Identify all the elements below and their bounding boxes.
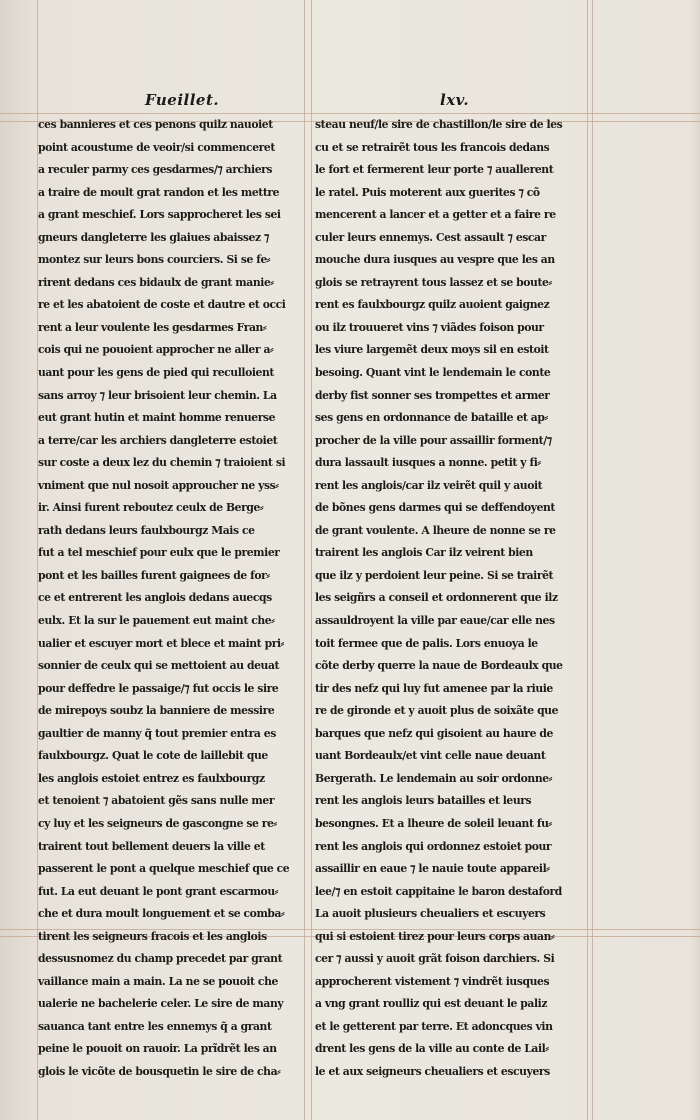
text-line: rent les anglois qui ordonnez estoiet pour xyxy=(315,838,552,853)
text-line: drent les gens de la ville au conte de Lail⸗ xyxy=(315,1041,549,1056)
text-line: le fort et fermerent leur porte ⁊ auallerent xyxy=(315,162,554,177)
text-line: et le getterent par terre. Et adoncques vin xyxy=(315,1018,553,1033)
text-line: de bõnes gens darmes qui se deffendoyent xyxy=(315,500,555,515)
text-line: rent les anglois leurs batailles et leurs xyxy=(315,793,532,808)
text-line: rath dedans leurs faulxbourgz Mais ce xyxy=(38,522,255,537)
text-line: montez sur leurs bons courciers. Si se fe⸗ xyxy=(38,252,271,267)
text-line: assaillir en eaue ⁊ le nauie toute appareil⸗ xyxy=(315,861,550,876)
text-line: le ratel. Puis moterent aux guerites ⁊ cõ xyxy=(315,184,540,199)
text-line: re et les abatoient de coste et dautre et occi xyxy=(38,297,286,312)
text-line: a traire de moult grat randon et les mettre xyxy=(38,184,280,199)
text-line: de mirepoys soubz la banniere de messire xyxy=(38,703,275,718)
text-line: gaultier de manny q̃ tout premier entra es xyxy=(38,725,276,740)
text-line: fut. La eut deuant le pont grant escarmou⸗ xyxy=(38,883,278,898)
text-column-right xyxy=(315,113,568,1083)
text-line: et tenoient ⁊ abatoient gẽs sans nulle mer xyxy=(38,793,275,808)
text-line: uant pour les gens de pied qui reculloient xyxy=(38,365,274,380)
text-line: peine le pouoit on rauoir. La prĩdrẽt les an xyxy=(38,1041,277,1056)
text-line: ir. Ainsi furent reboutez ceulx de Berge⸗ xyxy=(38,500,264,515)
text-line: eut grant hutin et maint homme renuerse xyxy=(38,410,276,425)
text-line: gneurs dangleterre les glaiues abaissez ⁊ xyxy=(38,229,269,244)
margin-rule-right-inner xyxy=(587,0,588,1120)
text-line: cu et se retrairẽt tous les francois dedans xyxy=(315,139,550,154)
text-line: lee/⁊ en estoit cappitaine le baron destaford xyxy=(315,883,562,898)
text-line: pont et les bailles furent gaignees de for⸗ xyxy=(38,567,270,582)
text-line: rent es faulxbourgz quilz auoient gaignez xyxy=(315,297,550,312)
text-line: ces bannieres et ces penons quilz nauoiet xyxy=(38,117,273,131)
text-line: glois se retrayrent tous lassez et se boute⸗ xyxy=(315,274,552,289)
text-line: sauanca tant entre les ennemys q̃ a grant xyxy=(38,1018,272,1033)
text-line: ses gens en ordonnance de bataille et ap⸗ xyxy=(315,410,548,425)
text-line: approcherent vistement ⁊ vindrẽt iusques xyxy=(315,973,550,988)
text-line: mencerent a lancer et a getter et a faire re xyxy=(315,207,556,222)
text-line: che et dura moult longuement et se comba⸗ xyxy=(38,906,285,921)
text-line: vaillance main a main. La ne se pouoit che xyxy=(38,973,278,988)
text-line: ualier et escuyer mort et blece et maint pri⸗ xyxy=(38,635,284,650)
text-line: cy luy et les seigneurs de gascongne se re⸗ xyxy=(38,815,277,830)
text-line: passerent le pont a quelque meschief que ce xyxy=(38,861,290,876)
text-line: dura lassault iusques a nonne. petit y fi⸗ xyxy=(315,455,541,470)
text-line: trairent les anglois Car ilz veirent bien xyxy=(315,545,533,560)
text-line: derby fist sonner ses trompettes et armer xyxy=(315,387,550,402)
text-line: a terre/car les archiers dangleterre estoiet xyxy=(38,432,278,447)
text-line: toit fermee que de palis. Lors enuoya le xyxy=(315,635,538,650)
text-line: barques que nefz qui gisoient au haure de xyxy=(315,725,553,740)
text-line: sur coste a deux lez du chemin ⁊ traioient si xyxy=(38,455,286,470)
text-line: re de gironde et y auoit plus de soixãte que xyxy=(315,703,559,718)
text-line: a grant meschief. Lors sapprocheret les sei xyxy=(38,207,281,222)
margin-rule-center xyxy=(311,0,312,1120)
text-line: que ilz y perdoient leur peine. Si se trairẽt xyxy=(315,567,554,582)
text-column-left xyxy=(38,113,290,1083)
text-line: trairent tout bellement deuers la ville et xyxy=(38,838,265,853)
text-line: rirent dedans ces bidaulx de grant manie⸗ xyxy=(38,274,274,289)
text-line: de grant voulente. A lheure de nonne se re xyxy=(315,522,556,537)
text-line: faulxbourgz. Quat le cote de laillebit que xyxy=(38,748,268,763)
text-line: procher de la ville pour assaillir forment/⁊ xyxy=(315,432,552,447)
text-line: sonnier de ceulx qui se mettoient au deuat xyxy=(38,658,280,673)
text-line: tir des nefz qui luy fut amenee par la riuie xyxy=(315,680,553,695)
text-line: point acoustume de veoir/si commenceret xyxy=(38,139,275,154)
text-line: vniment que nul nosoit approucher ne yss⸗ xyxy=(38,477,279,492)
margin-rule-left-inner xyxy=(304,0,305,1120)
text-line: les seigñrs a conseil et ordonnerent que ilz xyxy=(315,590,558,605)
text-line: besoing. Quant vint le lendemain le conte xyxy=(315,365,551,380)
text-line: rent a leur voulente les gesdarmes Fran⸗ xyxy=(38,319,267,334)
text-line: eulx. Et la sur le pauement eut maint che⸗ xyxy=(38,613,275,628)
text-line: fut a tel meschief pour eulx que le premier xyxy=(38,545,280,560)
text-line: Bergerath. Le lendemain au soir ordonne⸗ xyxy=(315,770,552,785)
text-line: uant Bordeaulx/et vint celle naue deuant xyxy=(315,748,546,763)
text-line: dessusnomez du champ precedet par grant xyxy=(38,951,283,966)
text-line: rent les anglois/car ilz veirẽt quil y auoit xyxy=(315,477,543,492)
running-head-title: Fueillet. xyxy=(145,91,220,109)
folio-number: lxv. xyxy=(440,91,470,109)
margin-rule-right-outer xyxy=(592,0,593,1120)
text-line: a vng grant roulliz qui est deuant le paliz xyxy=(315,996,548,1011)
text-line: cõte derby querre la naue de Bordeaulx que xyxy=(315,658,563,673)
text-line: glois le vicõte de bousquetin le sire de cha⸗ xyxy=(38,1063,281,1078)
text-line: La auoit plusieurs cheualiers et escuyers xyxy=(315,906,546,921)
text-line: qui si estoient tirez pour leurs corps auan⸗ xyxy=(315,928,555,943)
text-line: cer ⁊ aussi y auoit grãt foison darchiers. Si xyxy=(315,951,555,966)
text-line: le et aux seigneurs cheualiers et escuyers xyxy=(315,1063,550,1078)
text-line: les viure largemẽt deux moys sil en estoit xyxy=(315,342,549,357)
text-line: ualerie ne bachelerie celer. Le sire de many xyxy=(38,996,284,1011)
text-line: culer leurs ennemys. Cest assault ⁊ escar xyxy=(315,229,546,244)
text-line: ou ilz trouueret vins ⁊ viãdes foison pour xyxy=(315,319,544,334)
text-line: assauldroyent la ville par eaue/car elle nes xyxy=(315,613,555,628)
text-line: ce et entrerent les anglois dedans auecqs xyxy=(38,590,272,605)
text-line: cois qui ne pouoient approcher ne aller a⸗ xyxy=(38,342,274,357)
text-line: besongnes. Et a lheure de soleil leuant fu⸗ xyxy=(315,815,552,830)
text-line: mouche dura iusques au vespre que les an xyxy=(315,252,555,267)
text-line: sans arroy ⁊ leur brisoient leur chemin. La xyxy=(38,387,277,402)
text-line: les anglois estoiet entrez es faulxbourgz xyxy=(38,770,265,785)
text-line: tirent les seigneurs fracois et les anglois xyxy=(38,928,267,943)
text-line: a reculer parmy ces gesdarmes/⁊ archiers xyxy=(38,162,273,177)
text-line: steau neuf/le sire de chastillon/le sire de les xyxy=(315,117,563,131)
text-line: pour deffedre le passaige/⁊ fut occis le sire xyxy=(38,680,279,695)
